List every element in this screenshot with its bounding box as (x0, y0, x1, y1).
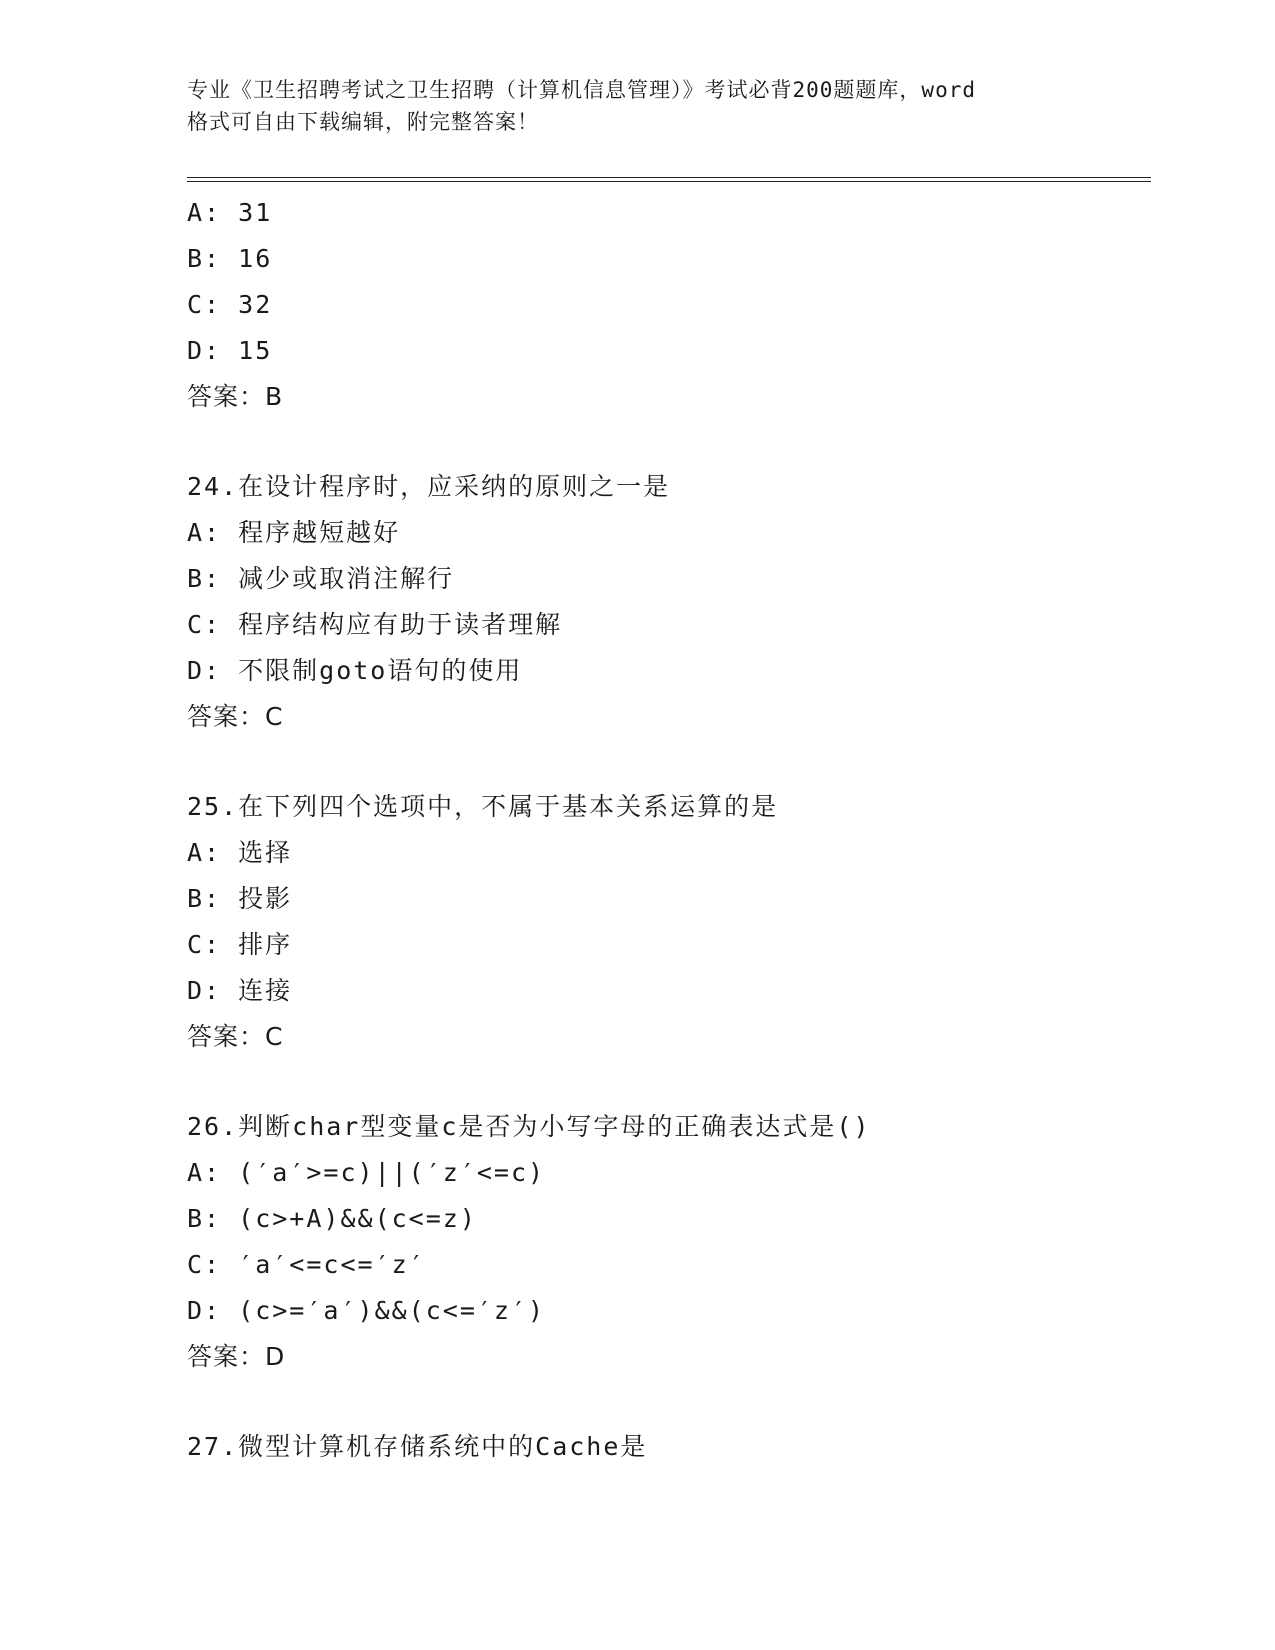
option-c: C: 程序结构应有助于读者理解 (187, 610, 563, 639)
document-header (187, 74, 1087, 138)
option-b: B: 投影 (187, 884, 293, 913)
answer-line: 答案：B (187, 382, 284, 411)
option-d: D: 连接 (187, 976, 293, 1005)
option-c: C: 32 (187, 290, 273, 319)
option-a: A: 选择 (187, 838, 293, 867)
question-list (187, 190, 1147, 1514)
option-d: D: 15 (187, 336, 273, 365)
option-b: B: 减少或取消注解行 (187, 564, 455, 593)
answer-line: 答案：D (187, 1342, 286, 1371)
header-title-line-1: 专业《卫生招聘考试之卫生招聘（计算机信息管理）》考试必背200题题库，word (187, 78, 976, 102)
option-c: C: 排序 (187, 930, 293, 959)
question-block-23 (187, 190, 1147, 420)
header-divider-bottom (187, 181, 1151, 182)
question-block-27 (187, 1424, 1147, 1470)
option-c: C: ′a′<=c<=′z′ (187, 1250, 426, 1279)
option-a: A: 程序越短越好 (187, 518, 401, 547)
question-stem: 27.微型计算机存储系统中的Cache是 (187, 1432, 648, 1461)
question-block-24 (187, 464, 1147, 740)
question-stem: 25.在下列四个选项中，不属于基本关系运算的是 (187, 792, 779, 821)
option-a: A: 31 (187, 198, 273, 227)
header-divider-top (187, 177, 1151, 178)
question-stem: 24.在设计程序时，应采纳的原则之一是 (187, 472, 671, 501)
option-a: A: (′a′>=c)||(′z′<=c) (187, 1158, 546, 1187)
question-stem: 26.判断char型变量c是否为小写字母的正确表达式是() (187, 1112, 871, 1141)
question-block-25 (187, 784, 1147, 1060)
answer-line: 答案：C (187, 1022, 284, 1051)
option-d: D: 不限制goto语句的使用 (187, 656, 523, 685)
option-d: D: (c>=′a′)&&(c<=′z′) (187, 1296, 546, 1325)
option-b: B: 16 (187, 244, 273, 273)
option-b: B: (c>+A)&&(c<=z) (187, 1204, 477, 1233)
question-block-26 (187, 1104, 1147, 1380)
header-title-line-2: 格式可自由下载编辑，附完整答案！ (187, 110, 539, 134)
answer-line: 答案：C (187, 702, 284, 731)
